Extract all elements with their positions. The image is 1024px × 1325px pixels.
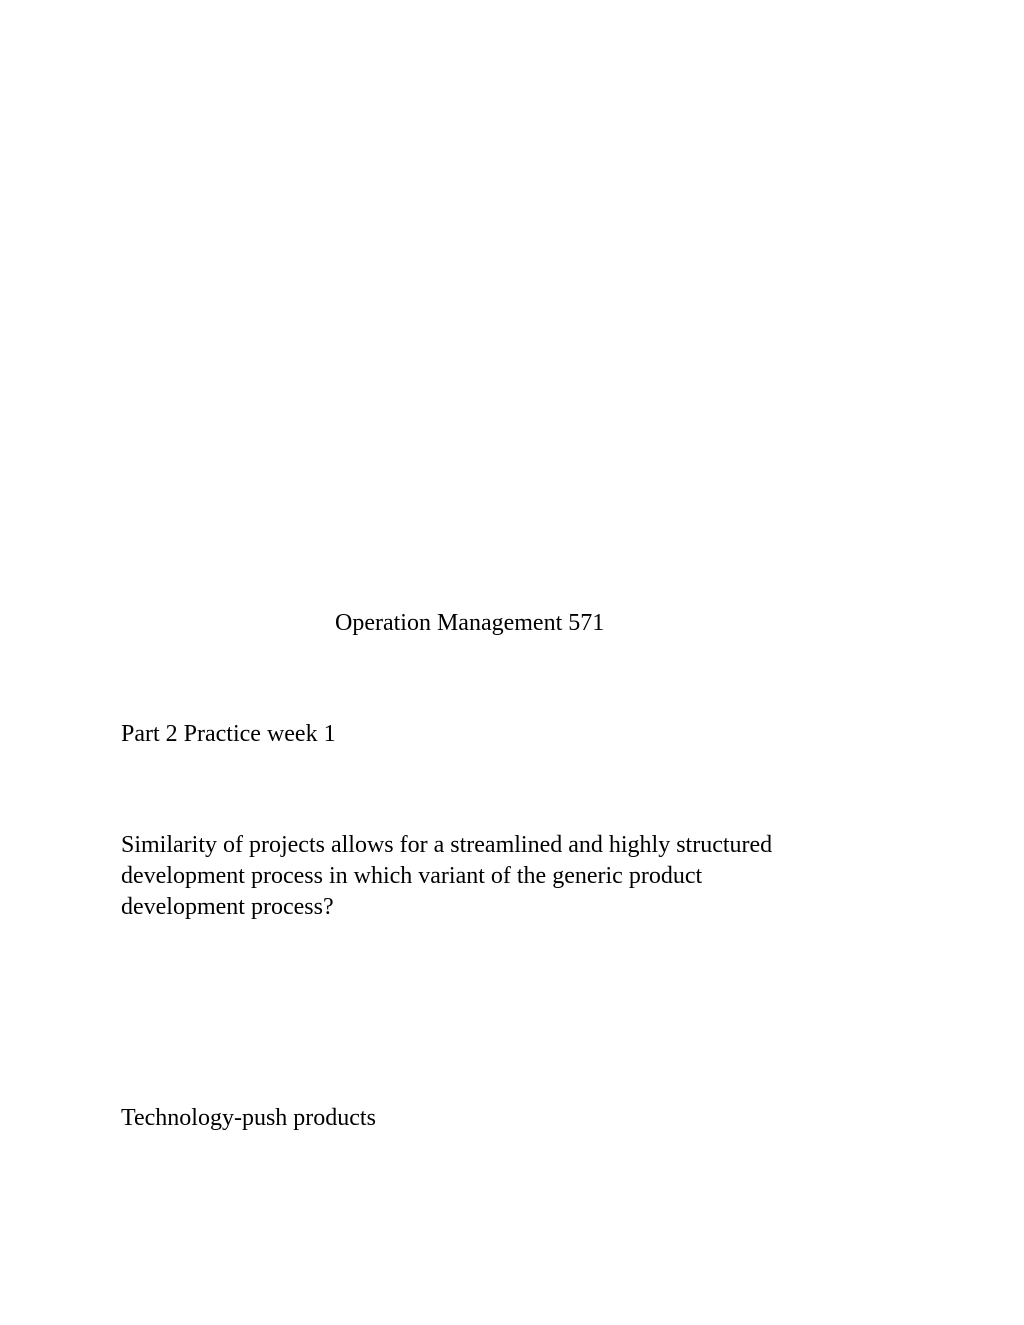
answer-text: Technology-push products: [121, 1105, 376, 1131]
document-subtitle: Part 2 Practice week 1: [121, 721, 336, 747]
question-line: development process in which variant of the generic product: [121, 863, 703, 889]
question-line: development process?: [121, 894, 334, 920]
document-title: Operation Management 571: [335, 610, 605, 636]
question-line: Similarity of projects allows for a streamlined and highly structured: [121, 832, 773, 858]
question-text: [121, 830, 881, 923]
